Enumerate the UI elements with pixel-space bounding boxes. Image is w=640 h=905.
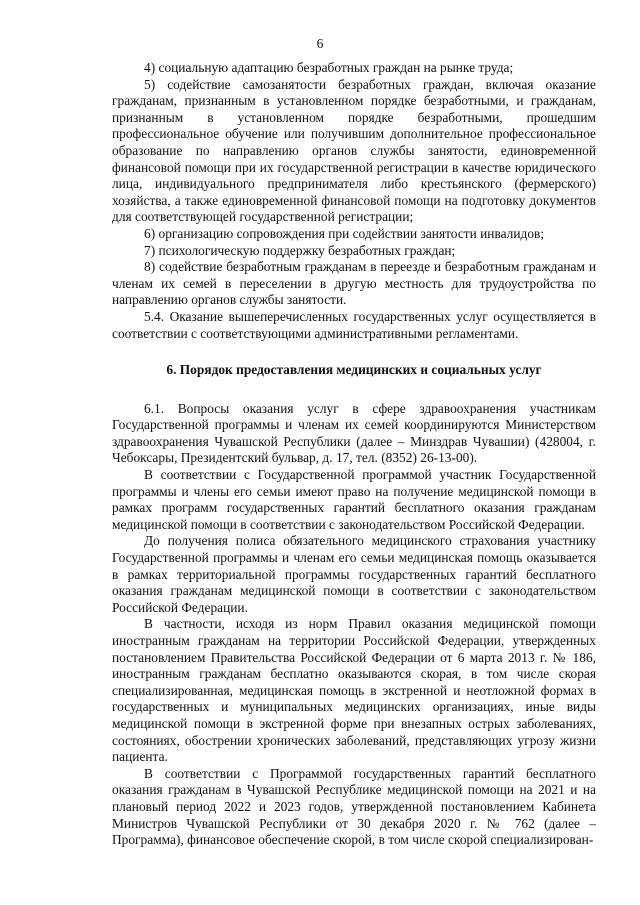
paragraph: 7) психологическую поддержку безработных граждан;: [144, 242, 456, 258]
document-body: [112, 60, 596, 849]
paragraph: До получения полиса обязательного медицинского страхования участнику Государственной программы и членам его семьи медицинская помощь оказывается в рамках территориальной программы государственных гарантий бесплатного оказания гражданам медицинской помощи в соответствии с законодательством Российской Федерации.: [112, 533, 596, 615]
paragraph: В соответствии с Программой государственных гарантий бесплатного оказания гражданам в Чувашской Республике медицинской помощи на 2021 и на плановый период 2022 и 2023 годов, утвержденной постановлением Кабинета Министров Чувашской Республики от 30 декабря 2020 г. № 762 (далее – Программа), финансовое обеспечение скорой, в том числе скорой специализирован-: [112, 765, 596, 848]
paragraph: В частности, исходя из норм Правил оказания медицинской помощи иностранным гражданам на территории Российской Федерации, утвержденных постановлением Правительства Российской Федерации от 6 марта 2013 г. № 186, иностранным гражданам бесплатно оказываются скорая, в том числе скорая специализированная, медицинская помощь в экстренной и неотложной формах в государственных и муниципальных медицинских организациях, иные виды медицинской помощи в экстренной форме при внезапных острых заболеваниях, состояниях, обострении хронических заболеваний, представляющих угрозу жизни пациента.: [112, 616, 596, 765]
paragraph: 6.1. Вопросы оказания услуг в сфере здравоохранения участникам Государственной программы и членам их семей координируются Министерством здравоохранения Чувашской Республики (далее – Минздрав Чувашии) (428004, г. Чебоксары, Президентский бульвар, д. 17, тел. (8352) 26-13-00).: [112, 400, 596, 466]
page-number: 6: [316, 36, 324, 51]
paragraph: 8) содействие безработным гражданам в переезде и безработным гражданам и членам их семей в переселении в другую местность для трудоустройства по направлению органов службы занятости.: [112, 259, 596, 308]
section-title: 6. Порядок предоставления медицинских и социальных услуг: [166, 362, 542, 378]
paragraph: 6) организацию сопровождения при содействии занятости инвалидов;: [144, 225, 545, 241]
paragraph: 4) социальную адаптацию безработных граждан на рынке труда;: [144, 60, 514, 75]
paragraph: 5) содействие самозанятости безработных граждан, включая оказание гражданам, признанным в установленном порядке безработными, и гражданам, признанным в установленном порядке безработными, прошедшим профессиональное обучение или получившим дополнительное профессиональное образование по направлению органов службы занятости, единовременной финансовой помощи при их государственной регистрации в качестве юридического лица, индивидуального предпринимателя либо крестьянского (фермерского) хозяйства, а также единовременной финансовой помощи на подготовку документов для соответствующей государственной регистрации;: [112, 76, 596, 225]
paragraph: В соответствии с Государственной программой участник Государственной программы и члены его семьи имеют право на получение медицинской помощи в рамках программ государственных гарантий бесплатного оказания гражданам медицинской помощи в соответствии с законодательством Российской Федерации.: [112, 467, 596, 532]
paragraph: 5.4. Оказание вышеперечисленных государственных услуг осуществляется в соответствии с соответствующими административными регламентами.: [112, 308, 596, 341]
